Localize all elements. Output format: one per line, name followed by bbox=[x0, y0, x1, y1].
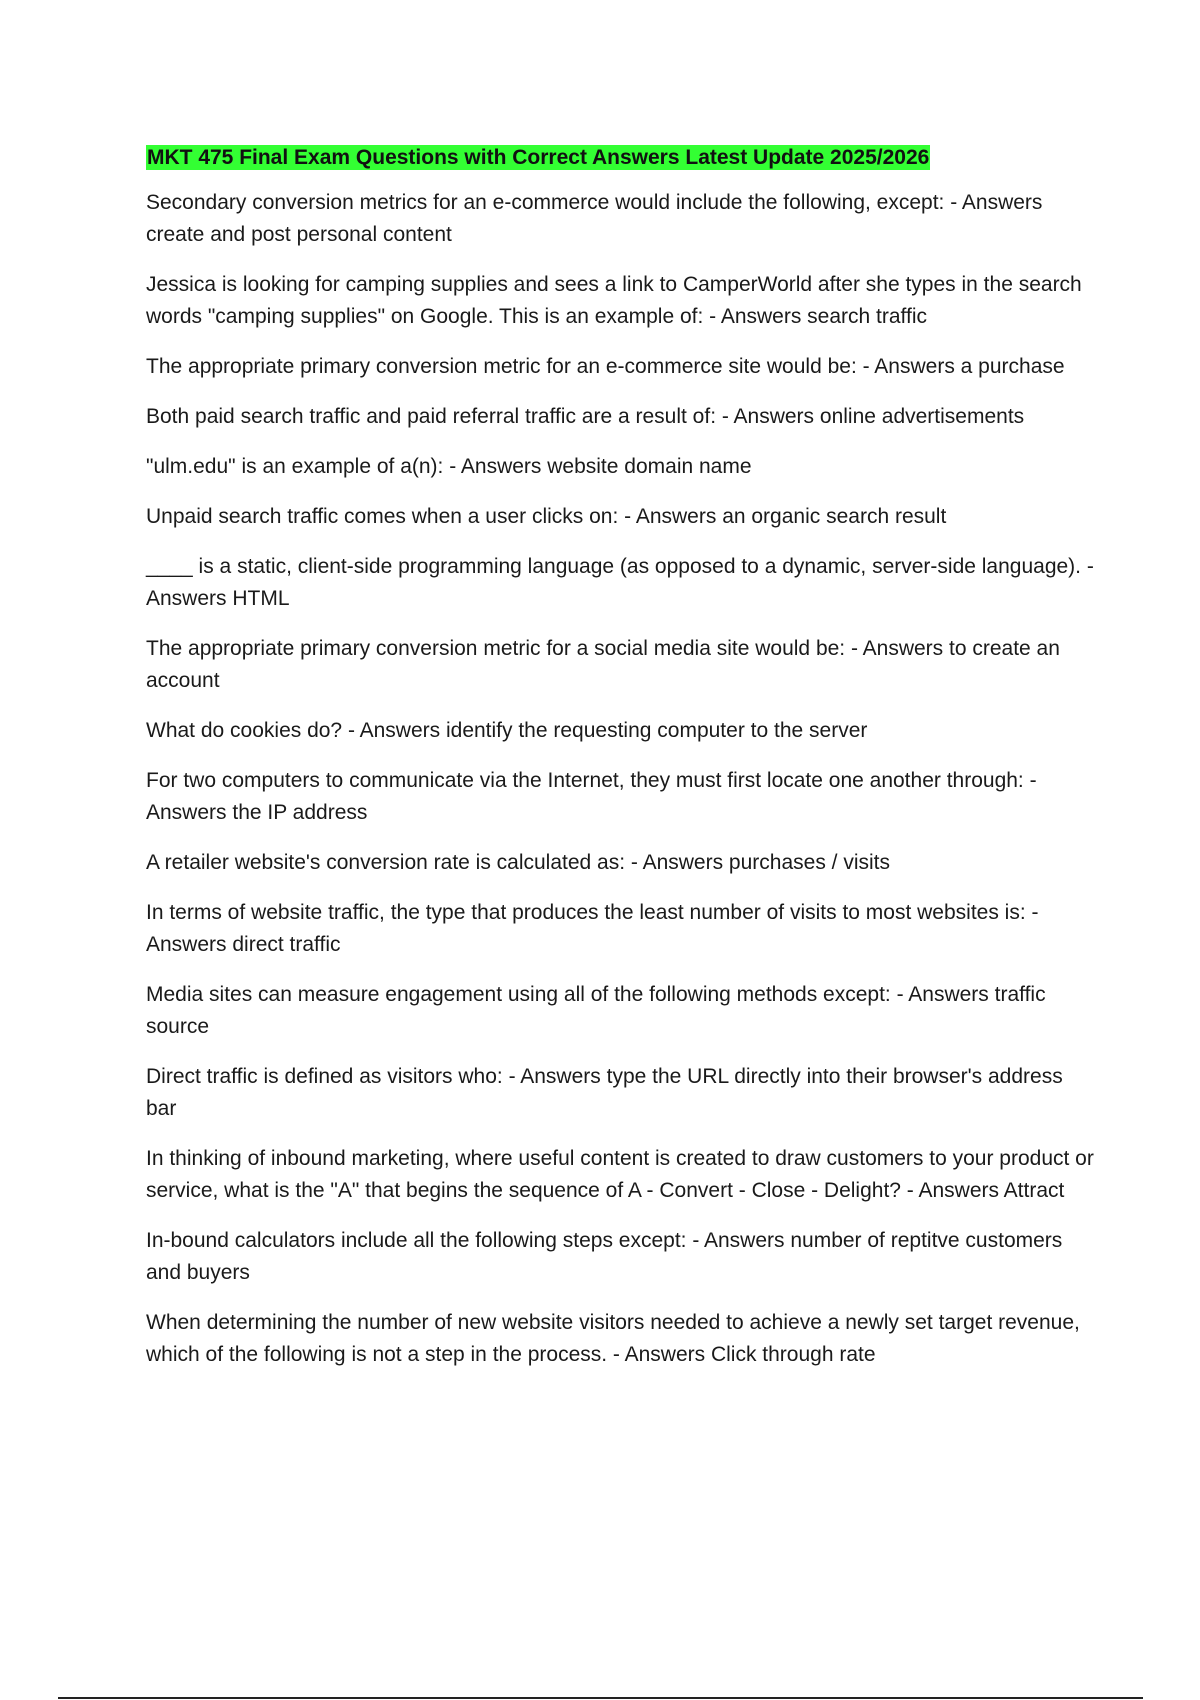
qa-item: Both paid search traffic and paid referral traffic are a result of: - Answers online advertisements bbox=[146, 405, 1025, 428]
qa-item: In terms of website traffic, the type that produces the least number of visits to most websites is: - Answers direct traffic bbox=[146, 901, 1039, 956]
qa-item: Direct traffic is defined as visitors who: - Answers type the URL directly into their browser's address bar bbox=[146, 1065, 1063, 1120]
qa-item: In-bound calculators include all the following steps except: - Answers number of reptitve customers and buyers bbox=[146, 1229, 1063, 1284]
footer-divider bbox=[58, 1697, 1143, 1699]
qa-item: "ulm.edu" is an example of a(n): - Answers website domain name bbox=[146, 455, 752, 478]
document-page bbox=[146, 143, 1096, 1389]
qa-item: For two computers to communicate via the Internet, they must first locate one another through: - Answers the IP address bbox=[146, 769, 1037, 824]
qa-item: The appropriate primary conversion metric for a social media site would be: - Answers to create an account bbox=[146, 637, 1060, 692]
qa-item: In thinking of inbound marketing, where useful content is created to draw customers to your product or service, what is the "A" that begins the sequence of A - Convert - Close - Delight? - Answers Attract bbox=[146, 1147, 1094, 1202]
qa-item: ____ is a static, client-side programming language (as opposed to a dynamic, server-side language). - Answers HTML bbox=[146, 555, 1094, 610]
document-title-block bbox=[146, 143, 1096, 175]
qa-item: Jessica is looking for camping supplies and sees a link to CamperWorld after she types in the search words "camping supplies" on Google. This is an example of: - Answers search traffic bbox=[146, 273, 1082, 328]
qa-item: Secondary conversion metrics for an e-commerce would include the following, except: - Answers create and post personal content bbox=[146, 191, 1043, 246]
qa-item: Unpaid search traffic comes when a user clicks on: - Answers an organic search result bbox=[146, 505, 947, 528]
qa-item: When determining the number of new website visitors needed to achieve a newly set target revenue, which of the following is not a step in the process. - Answers Click through rate bbox=[146, 1311, 1080, 1366]
document-title: MKT 475 Final Exam Questions with Correct Answers Latest Update 2025/2026 bbox=[147, 146, 930, 169]
qa-item: What do cookies do? - Answers identify the requesting computer to the server bbox=[146, 719, 868, 742]
qa-item: Media sites can measure engagement using all of the following methods except: - Answers traffic source bbox=[146, 983, 1046, 1038]
qa-item: The appropriate primary conversion metric for an e-commerce site would be: - Answers a purchase bbox=[146, 355, 1065, 378]
qa-item: A retailer website's conversion rate is calculated as: - Answers purchases / visits bbox=[146, 851, 890, 874]
